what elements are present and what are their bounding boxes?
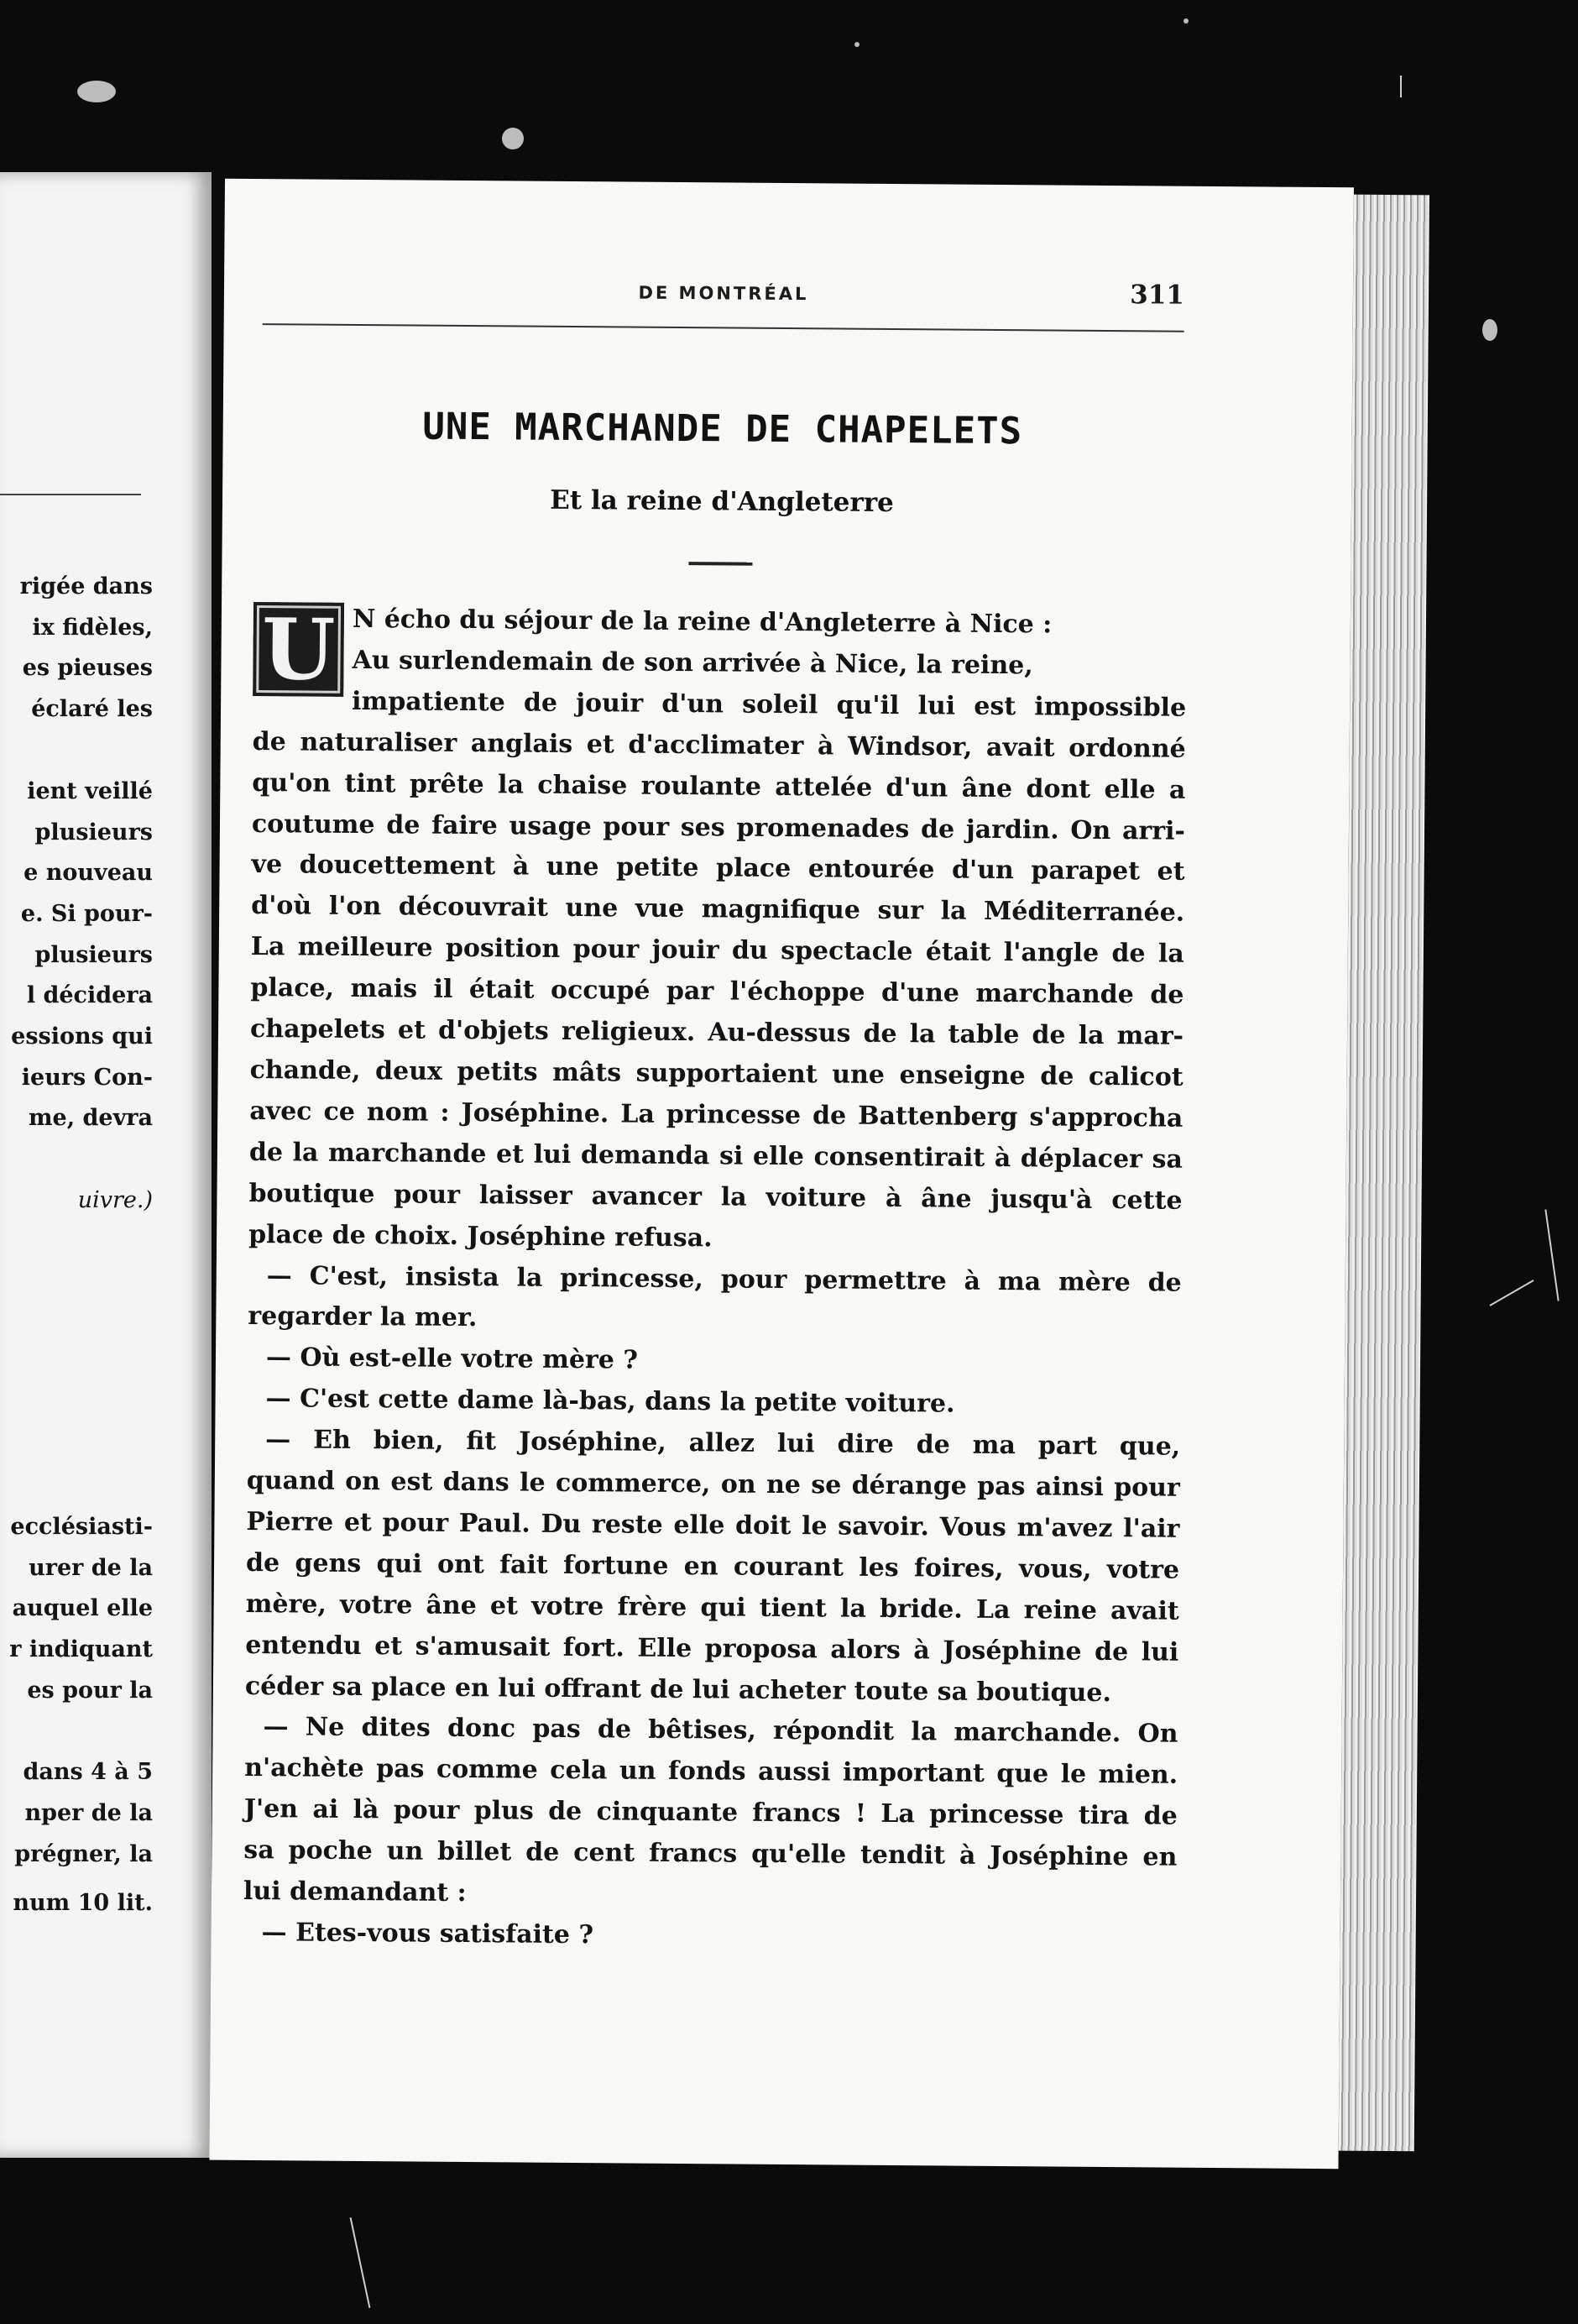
left-line: auquel elle — [12, 1595, 153, 1622]
text-line: sa poche un billet de cent francs qu'elle tendit à Joséphine en — [243, 1835, 1178, 1872]
text-line: Au surlendemain de son arrivée à Nice, la reine, — [352, 645, 1033, 681]
left-page-text — [9, 567, 153, 1924]
dropcap-letter: U — [261, 599, 336, 699]
page-number: 311 — [1130, 280, 1185, 311]
article-subtitle: Et la reine d'Angleterre — [550, 484, 894, 518]
text-line: — Eh bien, fit Joséphine, allez lui dire de ma part que, — [265, 1425, 1181, 1462]
text-line: La meilleure position pour jouir du spectacle était l'angle de la — [250, 932, 1184, 969]
scan-scratch — [1544, 1209, 1559, 1301]
header-rule — [263, 323, 1184, 332]
scan-speck — [502, 128, 524, 149]
text-line: d'où l'on découvrait une vue magnifique sur la Méditerranée. — [251, 891, 1185, 929]
article-body — [243, 599, 1187, 1961]
running-head: DE MONTRÉAL — [638, 282, 809, 305]
page-header — [263, 280, 1184, 321]
left-line: éclaré les — [31, 696, 153, 723]
text-line: — C'est, insista la princesse, pour permettre à ma mère de — [266, 1260, 1182, 1298]
text-line: N écho du séjour de la reine d'Angleterre à Nice : — [352, 604, 1053, 640]
text-line: lui demandant : — [243, 1876, 467, 1908]
left-line: e. Si pour- — [20, 900, 153, 927]
left-page-rule — [0, 494, 141, 495]
text-line: Pierre et pour Paul. Du reste elle doit le savoir. Vous m'avez l'air — [246, 1506, 1180, 1544]
left-line: me, devra — [28, 1105, 153, 1132]
text-line: qu'on tint prête la chaise roulante attelée d'un âne dont elle a — [252, 767, 1186, 805]
scan-scratch — [1490, 1280, 1534, 1306]
text-line: impatiente de jouir d'un soleil qu'il lui est impossible — [351, 686, 1187, 723]
left-line: urer de la — [29, 1554, 153, 1581]
text-line: avec ce nom : Joséphine. La princesse de Battenberg s'approcha — [249, 1096, 1184, 1133]
text-line: n'achète pas comme cela un fonds aussi important que le mien. — [244, 1753, 1178, 1791]
text-line: chapelets et d'objets religieux. Au-dessus de la table de la mar- — [249, 1014, 1184, 1051]
text-line: de naturaliser anglais et d'acclimater à Windsor, avait ordonné — [252, 726, 1186, 764]
dropcap-initial — [253, 599, 344, 699]
text-line: place, mais il était occupé par l'échoppe d'une marchande de — [250, 973, 1184, 1010]
text-line: de gens qui ont fait fortune en courant les foires, vous, votre — [245, 1547, 1180, 1585]
text-line: coutume de faire usage pour ses promenades de jardin. On arri- — [251, 809, 1186, 846]
left-line: dans 4 à 5 — [23, 1759, 153, 1786]
left-line: ieurs Con- — [21, 1064, 153, 1091]
text-line: quand on est dans le commerce, on ne se dérange pas ainsi pour — [246, 1466, 1180, 1503]
scan-speck — [77, 81, 116, 102]
text-line: — Ne dites donc pas de bêtises, répondit la marchande. On — [263, 1712, 1178, 1750]
text-line: chande, deux petits mâts supportaient une enseigne de calicot — [249, 1055, 1184, 1092]
left-line: es pieuses — [22, 655, 153, 682]
scan-scratch — [350, 2217, 371, 2308]
text-line: entendu et s'amusait fort. Elle proposa alors à Joséphine de lui — [245, 1630, 1179, 1667]
left-page — [0, 172, 212, 2158]
text-line: de la marchande et lui demanda si elle consentirait à déplacer sa — [248, 1137, 1184, 1175]
left-line: nper de la — [24, 1800, 153, 1827]
text-line: place de choix. Joséphine refusa. — [248, 1219, 713, 1253]
text-line: boutique pour laisser avancer la voiture à âne jusqu'à cette — [248, 1178, 1183, 1216]
text-line: céder sa place en lui offrant de lui acheter toute sa boutique. — [244, 1671, 1112, 1708]
scan-speck — [1482, 319, 1497, 341]
left-line: num 10 lit. — [13, 1890, 153, 1917]
text-line: ve doucettement à une petite place entourée d'un parapet et — [251, 850, 1185, 887]
text-line: — C'est cette dame là-bas, dans la petite voiture. — [265, 1384, 955, 1419]
text-line: J'en ai là pour plus de cinquante francs ! La princesse tira de — [243, 1794, 1178, 1831]
page-stack-edge — [1339, 195, 1429, 2152]
left-line: l décidera — [26, 982, 153, 1009]
left-line: essions qui — [11, 1023, 153, 1050]
left-line: ix fidèles, — [32, 614, 153, 641]
book-page — [209, 179, 1353, 2169]
left-line: plusieurs — [34, 819, 153, 845]
left-line: es pour la — [27, 1677, 153, 1704]
text-line: regarder la mer. — [248, 1301, 478, 1333]
left-line: plusieurs — [34, 941, 153, 968]
text-line: — Où est-elle votre mère ? — [265, 1343, 639, 1375]
left-line: rigée dans — [19, 573, 153, 599]
left-line: r indiquant — [9, 1636, 153, 1662]
scan-speck — [1184, 18, 1189, 24]
left-line: uivre.) — [77, 1187, 153, 1214]
left-line: prégner, la — [14, 1840, 153, 1867]
article-title: UNE MARCHANDE DE CHAPELETS — [422, 405, 1023, 453]
text-line: — Etes-vous satisfaite ? — [261, 1918, 594, 1950]
scan-scratch — [1400, 76, 1402, 97]
left-line: ient veillé — [27, 777, 153, 804]
text-line: mère, votre âne et votre frère qui tient la bride. La reine avait — [245, 1589, 1179, 1626]
left-line: e nouveau — [24, 860, 153, 887]
left-line: ecclésiasti- — [10, 1513, 153, 1540]
scan-speck — [854, 42, 860, 47]
title-rule — [688, 562, 752, 566]
